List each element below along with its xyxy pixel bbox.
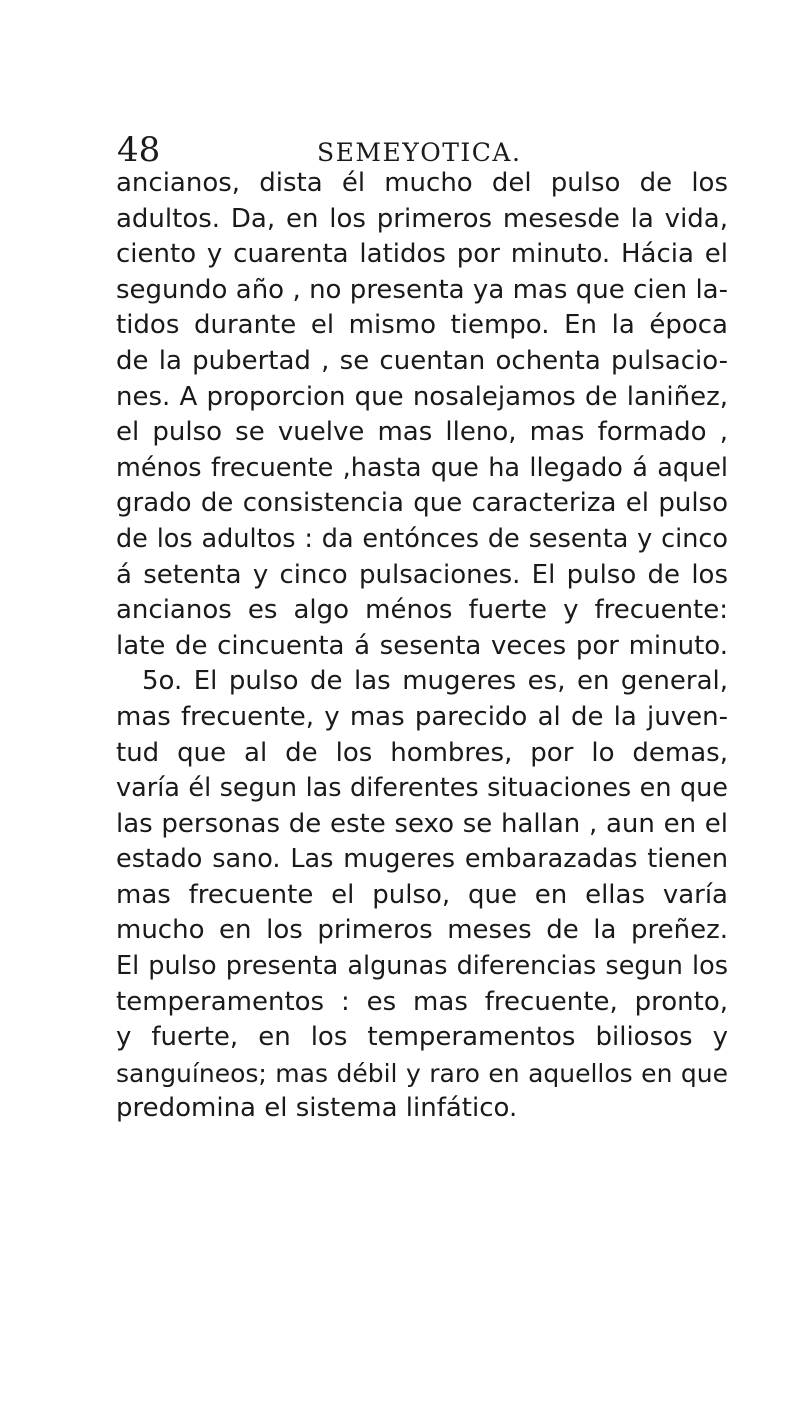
text-line: de los adultos : da entónces de sesenta y cinco xyxy=(116,523,728,554)
text-line: estado sano. Las mugeres embarazadas tienen xyxy=(116,844,728,875)
text-line: varía él segun las diferentes situaciones en que xyxy=(116,773,728,804)
text-line: El pulso presenta algunas diferencias segun los xyxy=(116,951,728,982)
text-line: tidos durante el mismo tiempo. En la época xyxy=(116,310,728,341)
text-line: ciento y cuarenta latidos por minuto. Hácia el xyxy=(116,239,728,270)
page-number: 48 xyxy=(117,130,161,170)
text-line: de la pubertad , se cuentan ochenta pulsacio- xyxy=(116,345,728,376)
text-line: mas frecuente el pulso, que en ellas varía xyxy=(116,879,728,910)
paragraph-start-line: 5o. El pulso de las mugeres es, en general, xyxy=(142,666,728,697)
text-line: predomina el sistema linfático. xyxy=(116,1093,518,1124)
text-line: las personas de este sexo se hallan , aun en el xyxy=(116,808,728,839)
text-line: nes. A proporcion que nosalejamos de laniñez, xyxy=(116,381,728,412)
text-line: á setenta y cinco pulsaciones. El pulso de los xyxy=(116,559,728,590)
text-line: temperamentos : es mas frecuente, pronto, xyxy=(116,986,728,1017)
text-line: ancianos es algo ménos fuerte y frecuente: xyxy=(116,595,728,626)
text-line: mas frecuente, y mas parecido al de la juven- xyxy=(116,701,728,732)
text-line: ménos frecuente ,hasta que ha llegado á aquel xyxy=(116,452,728,483)
text-line: el pulso se vuelve mas lleno, mas formado , xyxy=(116,417,728,448)
body-text xyxy=(116,166,728,1127)
text-line: adultos. Da, en los primeros mesesde la vida, xyxy=(116,203,728,234)
running-title: SEMEYOTICA. xyxy=(317,138,522,167)
text-line: segundo año , no presenta ya mas que cien la- xyxy=(116,274,728,305)
text-line: tud que al de los hombres, por lo demas, xyxy=(116,737,728,768)
text-line: grado de consistencia que caracteriza el pulso xyxy=(116,488,728,519)
text-line: mucho en los primeros meses de la preñez. xyxy=(116,915,728,946)
text-line: sanguíneos; mas débil y raro en aquellos en que xyxy=(116,1058,728,1088)
text-line: y fuerte, en los temperamentos biliosos y xyxy=(116,1022,728,1053)
text-line: ancianos, dista él mucho del pulso de los xyxy=(116,168,728,198)
text-line: late de cincuenta á sesenta veces por minuto. xyxy=(116,630,728,661)
